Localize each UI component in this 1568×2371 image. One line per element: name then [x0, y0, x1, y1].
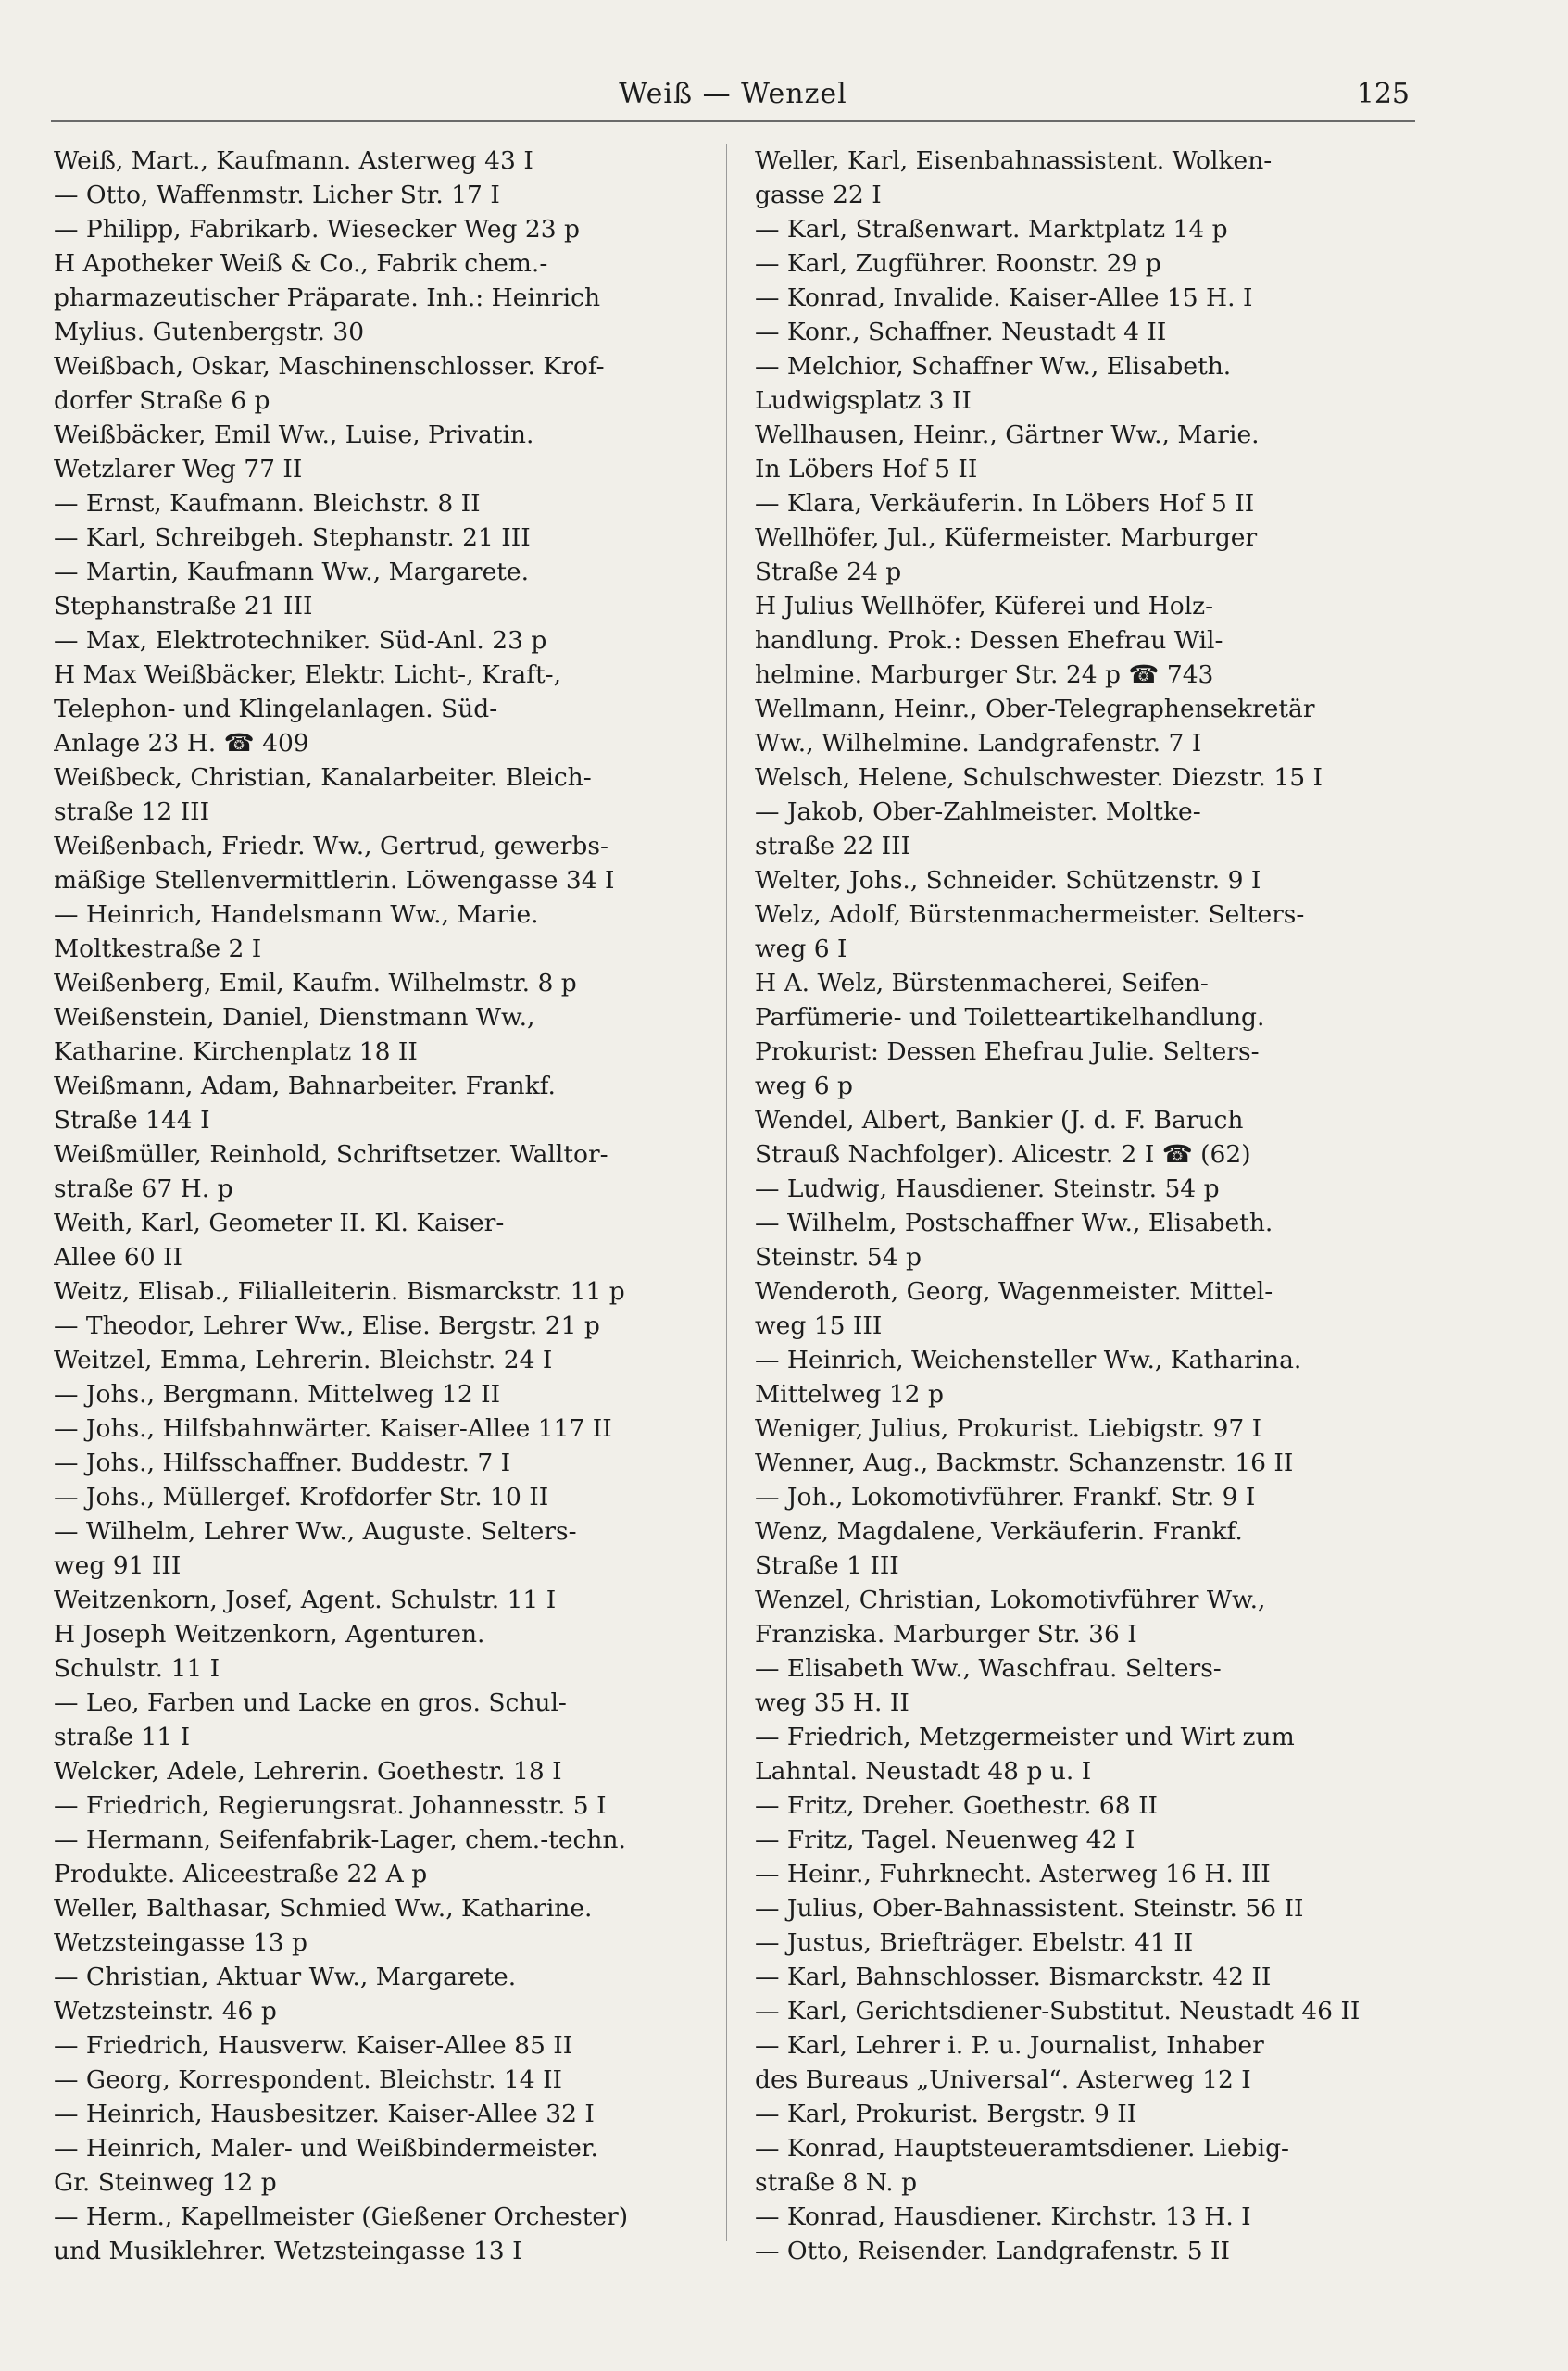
- directory-entry: [755, 1514, 1414, 1583]
- entry-line: Welz, Adolf, Bürstenmachermeister. Selters-: [755, 900, 1305, 929]
- directory-entry: [755, 1343, 1414, 1411]
- entry-line: Straße 1 III: [755, 1551, 899, 1580]
- directory-entry: [54, 1377, 711, 1411]
- directory-entry: [54, 1788, 711, 1823]
- entry-line: — Heinrich, Weichensteller Ww., Katharina.: [755, 1346, 1302, 1374]
- entry-line: — Heinrich, Maler- und Weißbindermeister.: [54, 2134, 598, 2163]
- entry-line: Gr. Steinweg 12 p: [54, 2168, 277, 2197]
- entry-line: gasse 22 I: [755, 181, 882, 209]
- entry-line: helmine. Marburger Str. 24 p ☎ 743: [755, 660, 1214, 689]
- entry-line: straße 22 III: [755, 832, 911, 860]
- entry-line: des Bureaus „Universal“. Asterweg 12 I: [755, 2065, 1251, 2094]
- directory-entry: [54, 1583, 711, 1686]
- entry-line: Anlage 23 H. ☎ 409: [54, 729, 309, 758]
- entry-line: — Elisabeth Ww., Waschfrau. Selters-: [755, 1654, 1222, 1683]
- entry-line: — Karl, Zugführer. Roonstr. 29 p: [755, 249, 1161, 278]
- entry-line: — Fritz, Dreher. Goethestr. 68 II: [755, 1791, 1158, 1820]
- directory-entry: [755, 1891, 1414, 1926]
- directory-entry: [755, 1274, 1414, 1343]
- directory-entry: [54, 966, 711, 1000]
- directory-entry: [755, 1788, 1414, 1823]
- entry-line: Weitzenkorn, Josef, Agent. Schulstr. 11 I: [54, 1586, 557, 1614]
- entry-line: Wenz, Magdalene, Verkäuferin. Frankf.: [755, 1517, 1243, 1546]
- entry-line: Weitzel, Emma, Lehrerin. Bleichstr. 24 I: [54, 1346, 553, 1374]
- entry-line: mäßige Stellenvermittlerin. Löwengasse 34 I: [54, 866, 615, 895]
- directory-entry: [755, 1651, 1414, 1720]
- directory-entry: [755, 2234, 1414, 2268]
- entry-line: — Melchior, Schaffner Ww., Elisabeth.: [755, 352, 1232, 381]
- entry-line: — Hermann, Seifenfabrik-Lager, chem.-techn.: [54, 1825, 626, 1854]
- entry-line: H Julius Wellhöfer, Küferei und Holz-: [755, 592, 1214, 621]
- entry-line: — Otto, Waffenmstr. Licher Str. 17 I: [54, 181, 500, 209]
- entry-line: Wenzel, Christian, Lokomotivführer Ww.,: [755, 1586, 1266, 1614]
- entry-line: — Konrad, Hausdiener. Kirchstr. 13 H. I: [755, 2202, 1251, 2231]
- entry-line: — Jakob, Ober-Zahlmeister. Moltke-: [755, 797, 1201, 826]
- directory-entry: [755, 281, 1414, 315]
- directory-entry: [755, 863, 1414, 897]
- entry-line: Straße 144 I: [54, 1106, 210, 1135]
- entry-line: — Friedrich, Metzgermeister und Wirt zum: [755, 1723, 1295, 1751]
- entry-line: Wellhöfer, Jul., Küfermeister. Marburger: [755, 523, 1258, 552]
- entry-line: Lahntal. Neustadt 48 p u. I: [755, 1757, 1092, 1786]
- entry-line: Produkte. Aliceestraße 22 A p: [54, 1860, 428, 1888]
- entry-line: — Theodor, Lehrer Ww., Elise. Bergstr. 21 p: [54, 1311, 600, 1340]
- directory-entry: [755, 315, 1414, 349]
- entry-line: H Apotheker Weiß & Co., Fabrik chem.-: [54, 249, 548, 278]
- directory-entry: [54, 1206, 711, 1274]
- entry-line: Welcker, Adele, Lehrerin. Goethestr. 18 I: [54, 1757, 562, 1786]
- entry-line: straße 11 I: [54, 1723, 191, 1751]
- directory-entry: [755, 521, 1414, 692]
- directory-entry: [755, 760, 1414, 795]
- entry-line: Allee 60 II: [54, 1243, 182, 1272]
- running-head: Weiß — Wenzel: [619, 78, 847, 110]
- entry-line: Wetzlarer Weg 77 II: [54, 455, 303, 483]
- directory-entry: [54, 1274, 711, 1309]
- entry-line: Weißenberg, Emil, Kaufm. Wilhelmstr. 8 p: [54, 969, 577, 997]
- entry-line: Stephanstraße 21 III: [54, 592, 313, 621]
- directory-entry: [54, 418, 711, 486]
- directory-entry: [54, 1823, 711, 1891]
- entry-line: — Konr., Schaffner. Neustadt 4 II: [755, 318, 1167, 346]
- entry-line: Wellhausen, Heinr., Gärtner Ww., Marie.: [755, 420, 1260, 449]
- entry-line: Weniger, Julius, Prokurist. Liebigstr. 97 I: [755, 1414, 1262, 1443]
- entry-line: H Max Weißbäcker, Elektr. Licht-, Kraft-,: [54, 660, 562, 689]
- directory-entry: [54, 349, 711, 418]
- directory-entry: [54, 1343, 711, 1377]
- directory-entry: [755, 2131, 1414, 2200]
- entry-line: — Justus, Briefträger. Ebelstr. 41 II: [755, 1928, 1194, 1957]
- entry-line: Prokurist: Dessen Ehefrau Julie. Selters-: [755, 1037, 1260, 1066]
- entry-line: und Musiklehrer. Wetzsteingasse 13 I: [54, 2237, 522, 2265]
- column-divider: [726, 144, 727, 2241]
- directory-entry: [755, 1823, 1414, 1857]
- directory-entry: [54, 1446, 711, 1480]
- entry-line: — Ernst, Kaufmann. Bleichstr. 8 II: [54, 489, 481, 518]
- entry-line: — Max, Elektrotechniker. Süd-Anl. 23 p: [54, 626, 547, 655]
- directory-entry: [755, 1172, 1414, 1206]
- directory-entry: [755, 2200, 1414, 2234]
- directory-entry: [54, 2063, 711, 2097]
- entry-line: weg 15 III: [755, 1311, 883, 1340]
- entry-line: — Martin, Kaufmann Ww., Margarete.: [54, 558, 530, 586]
- directory-entry: [755, 1994, 1414, 2028]
- entry-line: Weißmann, Adam, Bahnarbeiter. Frankf.: [54, 1072, 556, 1100]
- entry-line: Strauß Nachfolger). Alicestr. 2 I ☎ (62): [755, 1140, 1251, 1169]
- directory-entry: [54, 486, 711, 521]
- directory-entry: [54, 2131, 711, 2200]
- directory-entry: [755, 1411, 1414, 1446]
- entry-line: — Wilhelm, Postschaffner Ww., Elisabeth.: [755, 1209, 1273, 1237]
- entry-line: Welter, Johs., Schneider. Schützenstr. 9 I: [755, 866, 1261, 895]
- entry-line: — Johs., Hilfsschaffner. Buddestr. 7 I: [54, 1449, 511, 1477]
- entry-line: — Heinr., Fuhrknecht. Asterweg 16 H. III: [755, 1860, 1271, 1888]
- directory-entry: [755, 795, 1414, 863]
- right-column: [755, 144, 1414, 2268]
- entry-line: Steinstr. 54 p: [755, 1243, 922, 1272]
- entry-line: Katharine. Kirchenplatz 18 II: [54, 1037, 418, 1066]
- entry-line: — Christian, Aktuar Ww., Margarete.: [54, 1963, 517, 1991]
- directory-entry: [54, 1480, 711, 1514]
- entry-line: — Karl, Straßenwart. Marktplatz 14 p: [755, 215, 1228, 244]
- directory-entry: [755, 1446, 1414, 1480]
- entry-line: — Karl, Prokurist. Bergstr. 9 II: [755, 2100, 1137, 2128]
- entry-line: — Heinrich, Hausbesitzer. Kaiser-Allee 32 I: [54, 2100, 595, 2128]
- directory-entry: [54, 1960, 711, 2028]
- directory-entry: [54, 144, 711, 178]
- entry-line: handlung. Prok.: Dessen Ehefrau Wil-: [755, 626, 1223, 655]
- directory-entry: [54, 2028, 711, 2063]
- entry-line: — Johs., Hilfsbahnwärter. Kaiser-Allee 117 II: [54, 1414, 612, 1443]
- left-column: [54, 144, 711, 2268]
- page-number: 125: [1356, 78, 1410, 110]
- directory-entry: [755, 486, 1414, 521]
- entry-line: — Philipp, Fabrikarb. Wiesecker Weg 23 p: [54, 215, 580, 244]
- entry-line: Wellmann, Heinr., Ober-Telegraphensekretär: [755, 695, 1315, 723]
- entry-line: Moltkestraße 2 I: [54, 935, 262, 963]
- entry-line: straße 12 III: [54, 797, 210, 826]
- entry-line: weg 91 III: [54, 1551, 182, 1580]
- entry-line: — Joh., Lokomotivführer. Frankf. Str. 9 I: [755, 1483, 1256, 1512]
- entry-line: — Johs., Müllergef. Krofdorfer Str. 10 II: [54, 1483, 549, 1512]
- entry-line: Schulstr. 11 I: [54, 1654, 220, 1683]
- entry-line: — Fritz, Tagel. Neuenweg 42 I: [755, 1825, 1135, 1854]
- directory-entry: [54, 1514, 711, 1583]
- directory-entry: [54, 1069, 711, 1137]
- entry-line: — Johs., Bergmann. Mittelweg 12 II: [54, 1380, 501, 1409]
- page-header: [51, 74, 1415, 122]
- entry-line: Parfümerie- und Toiletteartikelhandlung.: [755, 1003, 1265, 1032]
- directory-entry: [54, 760, 711, 829]
- directory-entry: [54, 1000, 711, 1069]
- entry-line: straße 67 H. p: [54, 1174, 233, 1203]
- entry-line: — Karl, Schreibgeh. Stephanstr. 21 III: [54, 523, 531, 552]
- entry-line: Weith, Karl, Geometer II. Kl. Kaiser-: [54, 1209, 505, 1237]
- directory-entry: [54, 521, 711, 555]
- entry-line: pharmazeutischer Präparate. Inh.: Heinrich: [54, 283, 601, 312]
- directory-entry: [755, 692, 1414, 760]
- directory-entry: [755, 1720, 1414, 1788]
- directory-entry: [755, 1206, 1414, 1274]
- directory-entry: [54, 1754, 711, 1788]
- directory-entry: [54, 212, 711, 349]
- entry-line: Ludwigsplatz 3 II: [755, 386, 972, 415]
- directory-entry: [755, 1583, 1414, 1651]
- entry-line: Weller, Karl, Eisenbahnassistent. Wolken-: [755, 146, 1273, 175]
- entry-line: Weißmüller, Reinhold, Schriftsetzer. Walltor-: [54, 1140, 608, 1169]
- directory-entry: [755, 246, 1414, 281]
- entry-line: Telephon- und Klingelanlagen. Süd-: [54, 695, 498, 723]
- directory-entry: [54, 1309, 711, 1343]
- entry-line: Weitz, Elisab., Filialleiterin. Bismarckstr. 11 p: [54, 1277, 625, 1306]
- entry-line: weg 6 I: [755, 935, 847, 963]
- entry-line: dorfer Straße 6 p: [54, 386, 270, 415]
- directory-entry: [755, 897, 1414, 1103]
- entry-line: Wetzsteinstr. 46 p: [54, 1997, 277, 2026]
- directory-entry: [54, 1137, 711, 1206]
- directory-entry: [54, 829, 711, 897]
- entry-line: Weißbeck, Christian, Kanalarbeiter. Bleich-: [54, 763, 592, 792]
- directory-entry: [755, 1103, 1414, 1172]
- entry-line: — Otto, Reisender. Landgrafenstr. 5 II: [755, 2237, 1230, 2265]
- entry-line: Franziska. Marburger Str. 36 I: [755, 1620, 1137, 1649]
- entry-line: straße 8 N. p: [755, 2168, 918, 2197]
- directory-entry: [755, 1926, 1414, 1960]
- entry-line: — Herm., Kapellmeister (Gießener Orchester): [54, 2202, 629, 2231]
- entry-line: — Klara, Verkäuferin. In Löbers Hof 5 II: [755, 489, 1255, 518]
- directory-entry: [755, 212, 1414, 246]
- directory-entry: [755, 2097, 1414, 2131]
- entry-line: — Karl, Gerichtsdiener-Substitut. Neustadt 46 II: [755, 1997, 1361, 2026]
- directory-entry: [54, 1891, 711, 1960]
- directory-entry: [755, 418, 1414, 486]
- directory-entry: [54, 897, 711, 966]
- directory-entry: [755, 349, 1414, 418]
- entry-line: weg 6 p: [755, 1072, 853, 1100]
- entry-line: — Friedrich, Regierungsrat. Johannesstr. 5 I: [54, 1791, 607, 1820]
- directory-entry: [755, 1480, 1414, 1514]
- entry-line: Mylius. Gutenbergstr. 30: [54, 318, 365, 346]
- entry-line: Weller, Balthasar, Schmied Ww., Katharine.: [54, 1894, 593, 1923]
- entry-line: Weiß, Mart., Kaufmann. Asterweg 43 I: [54, 146, 533, 175]
- entry-line: H Joseph Weitzenkorn, Agenturen.: [54, 1620, 485, 1649]
- entry-line: Ww., Wilhelmine. Landgrafenstr. 7 I: [755, 729, 1202, 758]
- directory-entry: [755, 1960, 1414, 1994]
- directory-entry: [54, 623, 711, 760]
- entry-line: Mittelweg 12 p: [755, 1380, 944, 1409]
- entry-line: — Konrad, Hauptsteueramtsdiener. Liebig-: [755, 2134, 1290, 2163]
- entry-line: Weißbäcker, Emil Ww., Luise, Privatin.: [54, 420, 534, 449]
- directory-entry: [54, 1686, 711, 1754]
- entry-line: — Karl, Lehrer i. P. u. Journalist, Inhaber: [755, 2031, 1264, 2060]
- directory-entry: [54, 2200, 711, 2268]
- entry-line: Wendel, Albert, Bankier (J. d. F. Baruch: [755, 1106, 1244, 1135]
- entry-line: Wenner, Aug., Backmstr. Schanzenstr. 16 II: [755, 1449, 1294, 1477]
- entry-line: — Heinrich, Handelsmann Ww., Marie.: [54, 900, 539, 929]
- entry-line: — Wilhelm, Lehrer Ww., Auguste. Selters-: [54, 1517, 577, 1546]
- directory-entry: [755, 144, 1414, 212]
- entry-line: Weißenbach, Friedr. Ww., Gertrud, gewerbs-: [54, 832, 608, 860]
- entry-line: — Friedrich, Hausverw. Kaiser-Allee 85 II: [54, 2031, 573, 2060]
- entry-line: — Georg, Korrespondent. Bleichstr. 14 II: [54, 2065, 563, 2094]
- entry-line: In Löbers Hof 5 II: [755, 455, 978, 483]
- entry-line: — Karl, Bahnschlosser. Bismarckstr. 42 II: [755, 1963, 1272, 1991]
- entry-line: Straße 24 p: [755, 558, 902, 586]
- entry-line: H A. Welz, Bürstenmacherei, Seifen-: [755, 969, 1209, 997]
- entry-line: Wenderoth, Georg, Wagenmeister. Mittel-: [755, 1277, 1273, 1306]
- entry-line: — Konrad, Invalide. Kaiser-Allee 15 H. I: [755, 283, 1253, 312]
- entry-line: — Ludwig, Hausdiener. Steinstr. 54 p: [755, 1174, 1220, 1203]
- entry-line: Wetzsteingasse 13 p: [54, 1928, 308, 1957]
- entry-line: Weißbach, Oskar, Maschinenschlosser. Krof-: [54, 352, 605, 381]
- directory-entry: [54, 1411, 711, 1446]
- directory-entry: [54, 555, 711, 623]
- entry-line: weg 35 H. II: [755, 1688, 909, 1717]
- entry-line: — Julius, Ober-Bahnassistent. Steinstr. 56 II: [755, 1894, 1304, 1923]
- directory-entry: [54, 178, 711, 212]
- directory-entry: [755, 1857, 1414, 1891]
- entry-line: — Leo, Farben und Lacke en gros. Schul-: [54, 1688, 567, 1717]
- directory-entry: [54, 2097, 711, 2131]
- directory-entry: [755, 2028, 1414, 2097]
- entry-line: Welsch, Helene, Schulschwester. Diezstr. 15 I: [755, 763, 1323, 792]
- entry-line: Weißenstein, Daniel, Dienstmann Ww.,: [54, 1003, 535, 1032]
